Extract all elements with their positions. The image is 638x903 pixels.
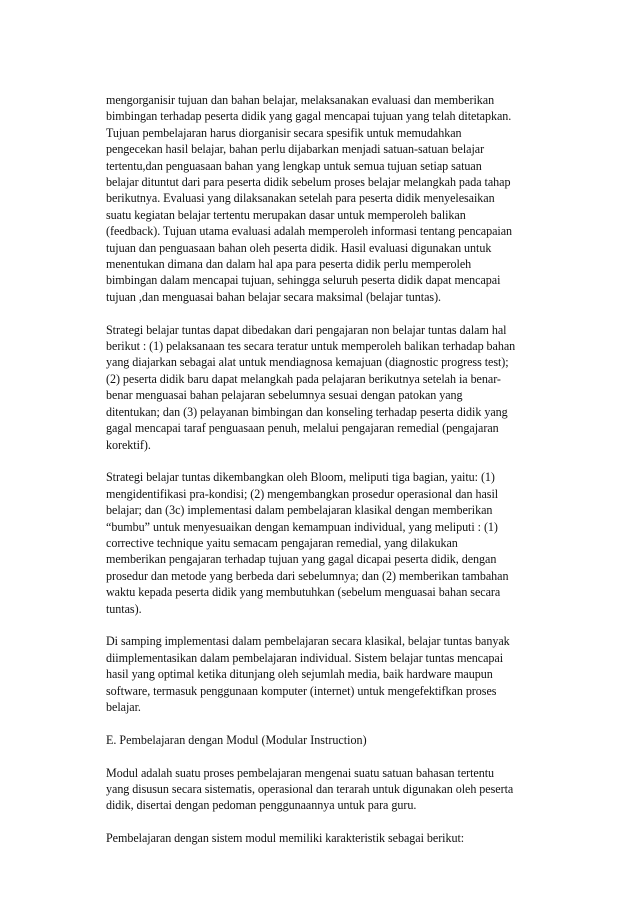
paragraph-mastery-vs-nonmastery: Strategi belajar tuntas dapat dibedakan dari pengajaran non belajar tuntas dalam hal berikut : (1) pelaksanaan tes secara teratur untuk memperoleh balikan terhadap bahan yang diajarkan sebagai alat untuk mendiagnosa kemajuan (diagnostic progress test); (2) peserta didik baru dapat melangkah pada pelajaran berikutnya setelah ia benar- benar menguasai bahan pelajaran sebelumnya sesuai dengan patokan yang ditentukan; dan (3) pelayanan bimbingan dan konseling terhadap peserta didik yang gagal mencapai taraf penguasaan penuh, melalui pengajaran remedial (pengajaran korektif). [106, 322, 516, 452]
paragraph-individual-implementation: Di samping implementasi dalam pembelajaran secara klasikal, belajar tuntas banyak diimplementasikan dalam pembelajaran individual. Sistem belajar tuntas mencapai hasil yang optimal ketika ditunjang oleh sejumlah media, baik hardware maupun software, termasuk penggunaan komputer (internet) untuk mengefektifkan proses belajar. [106, 634, 510, 714]
paragraph-mastery-learning-process: mengorganisir tujuan dan bahan belajar, melaksanakan evaluasi dan memberikan bimbingan terhadap peserta didik yang gagal mencapai tujuan yang telah ditetapkan. Tujuan pembelajaran harus diorganisir secara spesifik untuk memudahkan pengecekan hasil belajar, bahan perlu dijabarkan menjadi satuan-satuan belajar tertentu,dan penguasaan bahan yang lengkap untuk semua tujuan setiap satuan belajar dituntut dari para peserta didik sebelum proses belajar melangkah pada tahap berikutnya. Evaluasi yang dilaksanakan setelah para peserta didik menyelesaikan suatu kegiatan belajar tertentu merupakan dasar untuk memperoleh balikan (feedback). Tujuan utama evaluasi adalah memperoleh informasi tentang pencapaian tujuan dan penguasaan bahan oleh peserta didik. Hasil evaluasi digunakan untuk menentukan dimana dan dalam hal apa para peserta didik perlu memperoleh bimbingan dalam mencapai tujuan, sehingga seluruh peserta didik dapat mencapai tujuan ,dan menguasai bahan belajar secara maksimal (belajar tuntas). [106, 93, 513, 304]
document-page [106, 92, 552, 863]
paragraph-bloom-strategy: Strategi belajar tuntas dikembangkan oleh Bloom, meliputi tiga bagian, yaitu: (1) mengidentifikasi pra-kondisi; (2) mengembangkan prosedur operasional dan hasil belajar; dan (3c) implementasi dalam pembelajaran klasikal dengan memberikan “bumbu” untuk menyesuaikan dengan kemampuan individual, yang meliputi : (1) corrective technique yaitu semacam pengajaran remedial, yang dilakukan memberikan pengajaran terhadap tujuan yang gagal dicapai peserta didik, dengan prosedur dan metode yang berbeda dari sebelumnya; dan (2) memberikan tambahan waktu kepada peserta didik yang membutuhkan (sebelum menguasai bahan secara tuntas). [106, 470, 509, 616]
paragraph-module-definition: Modul adalah suatu proses pembelajaran mengenai suatu satuan bahasan tertentu yang disusun secara sistematis, operasional dan terarah untuk digunakan oleh peserta didik, disertai dengan pedoman penggunaannya untuk para guru. [106, 765, 514, 813]
paragraph-module-characteristics-intro: Pembelajaran dengan sistem modul memiliki karakteristik sebagai berikut: [106, 831, 465, 846]
section-heading-modular-instruction: E. Pembelajaran dengan Modul (Modular Instruction) [106, 732, 367, 747]
